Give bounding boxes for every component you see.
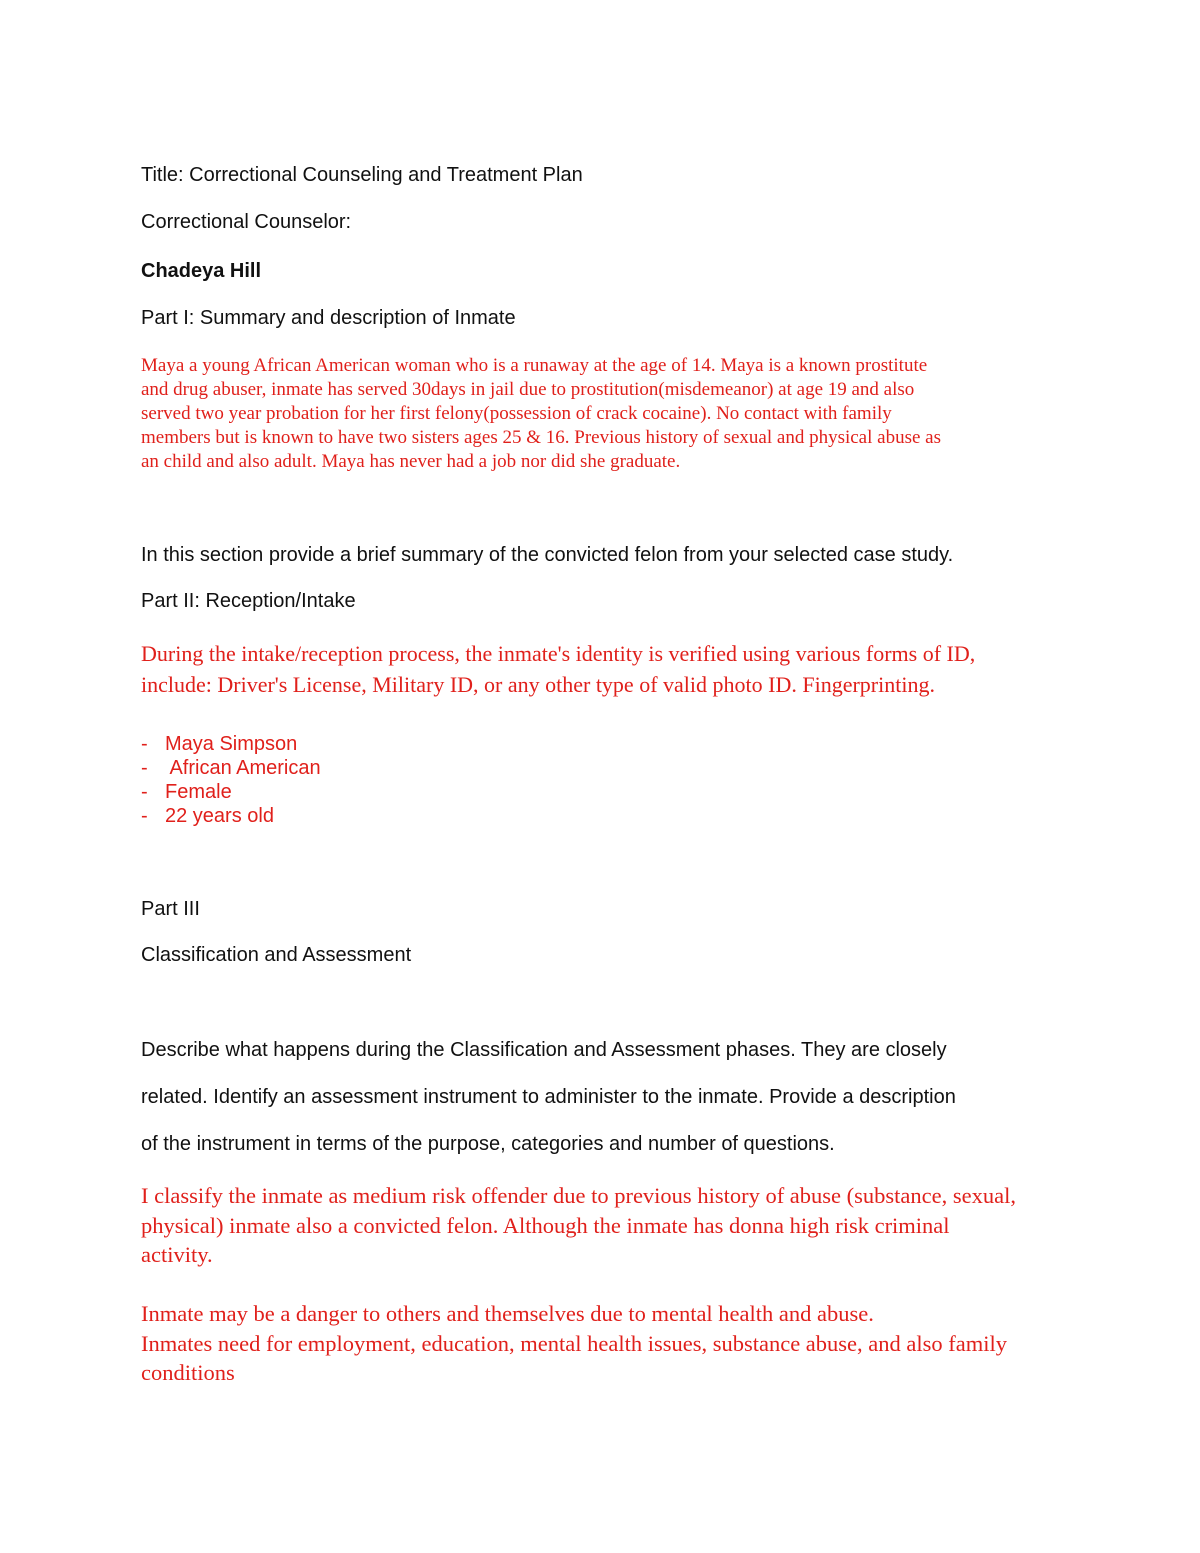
dash-marker: -	[141, 805, 148, 827]
list-item	[141, 804, 321, 828]
part1-answer-line: Maya a young African American woman who is a runaway at the age of 14. Maya is a known prostitute	[141, 355, 928, 376]
part3-instruction-line: Describe what happens during the Classification and Assessment phases. They are closely	[141, 1039, 947, 1061]
part3-answer-line: physical) inmate also a convicted felon. Although the inmate has donna high risk criminal	[141, 1213, 950, 1238]
dash-marker: -	[141, 757, 148, 779]
part1-answer-line: served two year probation for her first felony(possession of crack cocaine). No contact with family	[141, 403, 892, 424]
part3-answer-line: conditions	[141, 1360, 235, 1385]
part3-subheading: Classification and Assessment	[141, 944, 412, 966]
part1-heading: Part I: Summary and description of Inmate	[141, 307, 516, 329]
part3-instruction-line: related. Identify an assessment instrument to administer to the inmate. Provide a description	[141, 1086, 956, 1108]
part1-instruction: In this section provide a brief summary of the convicted felon from your selected case study.	[141, 544, 954, 566]
list-item-text: African American	[165, 757, 321, 779]
list-item	[141, 732, 321, 756]
list-item-text: 22 years old	[165, 805, 274, 827]
part3-answer-line: Inmate may be a danger to others and themselves due to mental health and abuse.	[141, 1301, 874, 1326]
counselor-name: Chadeya Hill	[141, 260, 262, 282]
list-item-text: Female	[165, 781, 232, 803]
part3-instruction-line: of the instrument in terms of the purpose, categories and number of questions.	[141, 1133, 835, 1155]
inmate-details-list	[141, 732, 321, 828]
part3-answer-line: activity.	[141, 1242, 213, 1267]
dash-marker: -	[141, 781, 148, 803]
list-item	[141, 756, 321, 780]
list-item	[141, 780, 321, 804]
document-title: Title: Correctional Counseling and Treatment Plan	[141, 164, 583, 186]
dash-marker: -	[141, 733, 148, 755]
part3-answer-line: I classify the inmate as medium risk offender due to previous history of abuse (substance, sexual,	[141, 1183, 1016, 1208]
part2-answer-line: include: Driver's License, Military ID, or any other type of valid photo ID. Fingerprinting.	[141, 672, 935, 697]
part2-heading: Part II: Reception/Intake	[141, 590, 356, 612]
part3-heading: Part III	[141, 898, 200, 920]
part2-answer-line: During the intake/reception process, the inmate's identity is verified using various forms of ID,	[141, 641, 976, 666]
list-item-text: Maya Simpson	[165, 733, 298, 755]
part1-answer-line: members but is known to have two sisters ages 25 & 16. Previous history of sexual and physical abuse as	[141, 427, 941, 448]
part3-answer-line: Inmates need for employment, education, mental health issues, substance abuse, and also family	[141, 1331, 1007, 1356]
part1-answer-line: an child and also adult. Maya has never had a job nor did she graduate.	[141, 451, 681, 472]
counselor-label: Correctional Counselor:	[141, 211, 352, 233]
part1-answer-line: and drug abuser, inmate has served 30days in jail due to prostitution(misdemeanor) at age 19 and also	[141, 379, 915, 400]
